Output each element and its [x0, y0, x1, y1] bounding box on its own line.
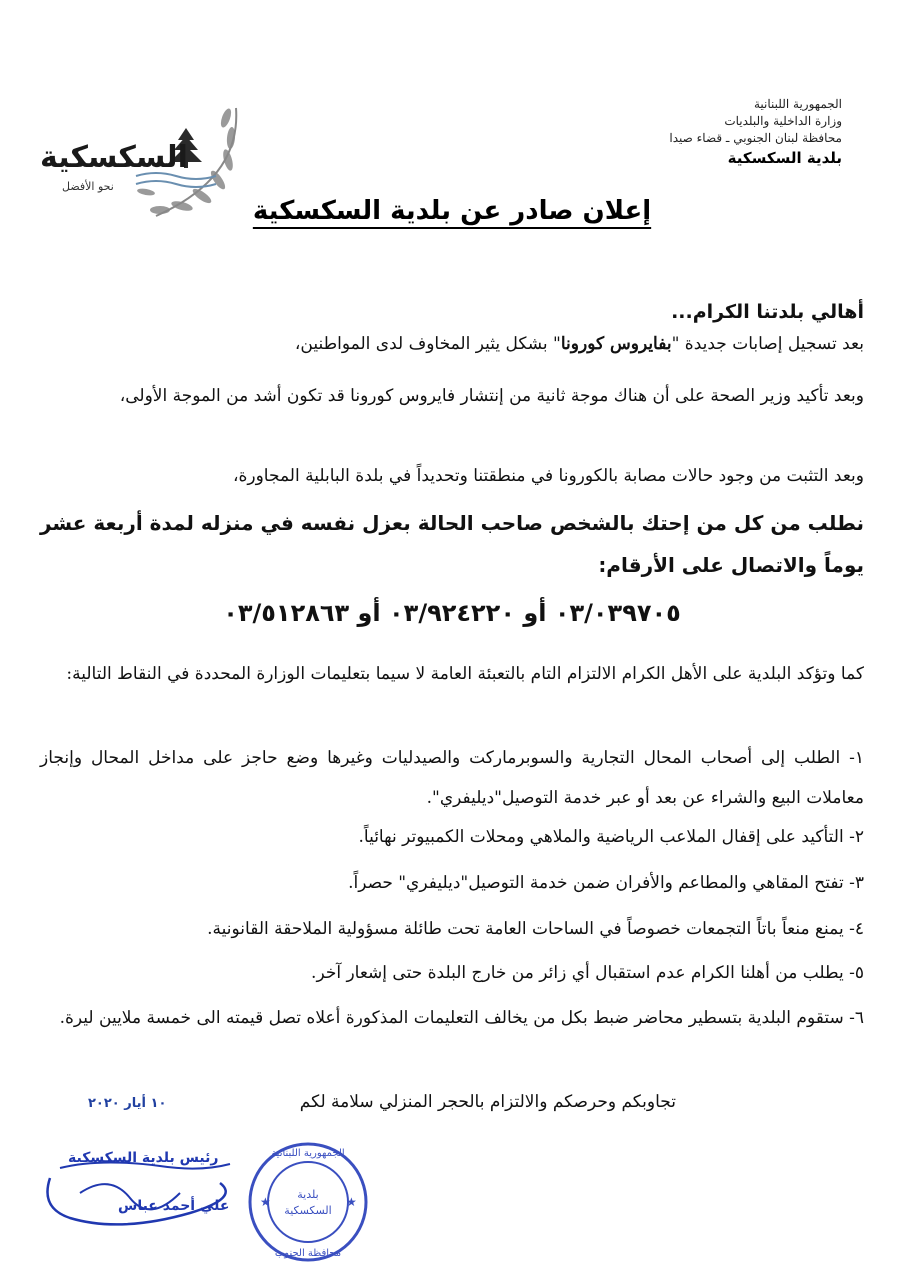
point-3-text: ٣- تفتح المقاهي والمطاعم والأفران ضمن خدمة التوصيل"ديليفري" حصراً.: [348, 873, 864, 893]
greeting: أهالي بلدتنا الكرام...: [671, 301, 864, 323]
phones-block: [40, 596, 864, 630]
p1-before: بعد تسجيل إصابات جديدة ": [671, 334, 864, 354]
point-4: [40, 914, 864, 944]
closing-line: تجاوبكم وحرصكم والالتزام بالحجر المنزلي سلامة لكم: [299, 1092, 676, 1112]
points-intro: [40, 654, 864, 694]
request-text: نطلب من كل من إحتك بالشخص صاحب الحالة بعزل نفسه في منزله لمدة أربعة عشر يوماً والاتصال على الأرقام:: [39, 511, 864, 577]
point-5: [40, 958, 864, 988]
logo-title: السكسكية: [40, 140, 188, 175]
point-5-text: ٥- يطلب من أهلنا الكرام عدم استقبال أي زائر من خارج البلدة حتى إشعار آخر.: [311, 963, 864, 983]
announcement-title: [0, 196, 904, 226]
point-2-text: ٢- التأكيد على إقفال الملاعب الرياضية والملاهي ومحلات الكمبيوتر نهائياً.: [358, 827, 864, 847]
announcement-title-text: إعلان صادر عن بلدية السكسكية: [252, 196, 652, 226]
header-line-governorate: محافظة لبنان الجنوبي ـ قضاء صيدا: [669, 131, 842, 145]
p3-text: وبعد التثبت من وجود حالات مصابة بالكورونا في منطقتنا وتحديداً في بلدة البابلية المجاورة،: [232, 466, 864, 486]
signature-name: علي أحمد عباس: [118, 1198, 230, 1214]
p1-bold: بفايروس كورونا: [560, 334, 672, 354]
stamp-inner-line-2: السكسكية: [284, 1204, 332, 1217]
point-6: [40, 998, 864, 1038]
paragraph-1: [40, 330, 864, 358]
paragraph-3: [40, 462, 864, 490]
document-date: ١٠ أيار ٢٠٢٠: [88, 1096, 167, 1111]
stamp-outer-text: الجمهورية اللبنانية: [271, 1148, 345, 1159]
phone-numbers: ٠٣/٠٣٩٧٠٥ أو ٠٣/٩٢٤٢٢٠ أو ٠٣/٥١٢٨٦٣: [223, 599, 681, 627]
header-municipality: بلدية السكسكية: [727, 149, 842, 167]
p2-text: وبعد تأكيد وزير الصحة على أن هناك موجة ثانية من إنتشار فايروس كورونا قد تكون أشد من الموجة الأولى،: [119, 386, 864, 406]
point-2: [40, 822, 864, 852]
point-1: [40, 738, 864, 818]
stamp-inner-line-1: بلدية: [297, 1188, 319, 1201]
point-4-text: ٤- يمنع منعاً باتاً التجمعات خصوصاً في الساحات العامة تحت طائلة مسؤولية الملاحقة القانونية.: [207, 919, 864, 939]
point-3: [40, 868, 864, 898]
stamp-bottom-text: محافظة الجنوب: [274, 1248, 342, 1259]
request-block: [40, 502, 864, 586]
paragraph-2: [40, 376, 864, 416]
official-stamp-icon: [246, 1140, 370, 1264]
point-1-text: ١- الطلب إلى أصحاب المحال التجارية والسوبرماركت والصيدليات وغيرها وضع حاجز على مداخل المحال وإنجاز معاملات البيع والشراء عن بعد أو عبر خدمة التوصيل"ديليفري".: [40, 748, 864, 808]
stamp-star-right: ★: [346, 1195, 357, 1209]
logo-tagline: نحو الأفضل: [62, 180, 114, 193]
point-6-text: ٦- ستقوم البلدية بتسطير محاضر ضبط بكل من يخالف التعليمات المذكورة أعلاه تصل قيمته الى خمسة ملايين ليرة.: [59, 1008, 864, 1028]
header-line-ministry: وزارة الداخلية والبلديات: [724, 114, 842, 128]
official-header: [612, 96, 842, 167]
header-line-republic: الجمهورية اللبنانية: [753, 97, 842, 111]
points-intro-text: كما وتؤكد البلدية على الأهل الكرام الالتزام التام بالتعبئة العامة لا سيما بتعليمات الوزارة المحددة في النقاط التالية:: [66, 664, 864, 684]
p1-after: " بشكل يثير المخاوف لدى المواطنين،: [294, 334, 561, 354]
signature-title: رئيس بلدية السكسكية: [68, 1150, 219, 1166]
stamp-star-left: ★: [260, 1195, 271, 1209]
